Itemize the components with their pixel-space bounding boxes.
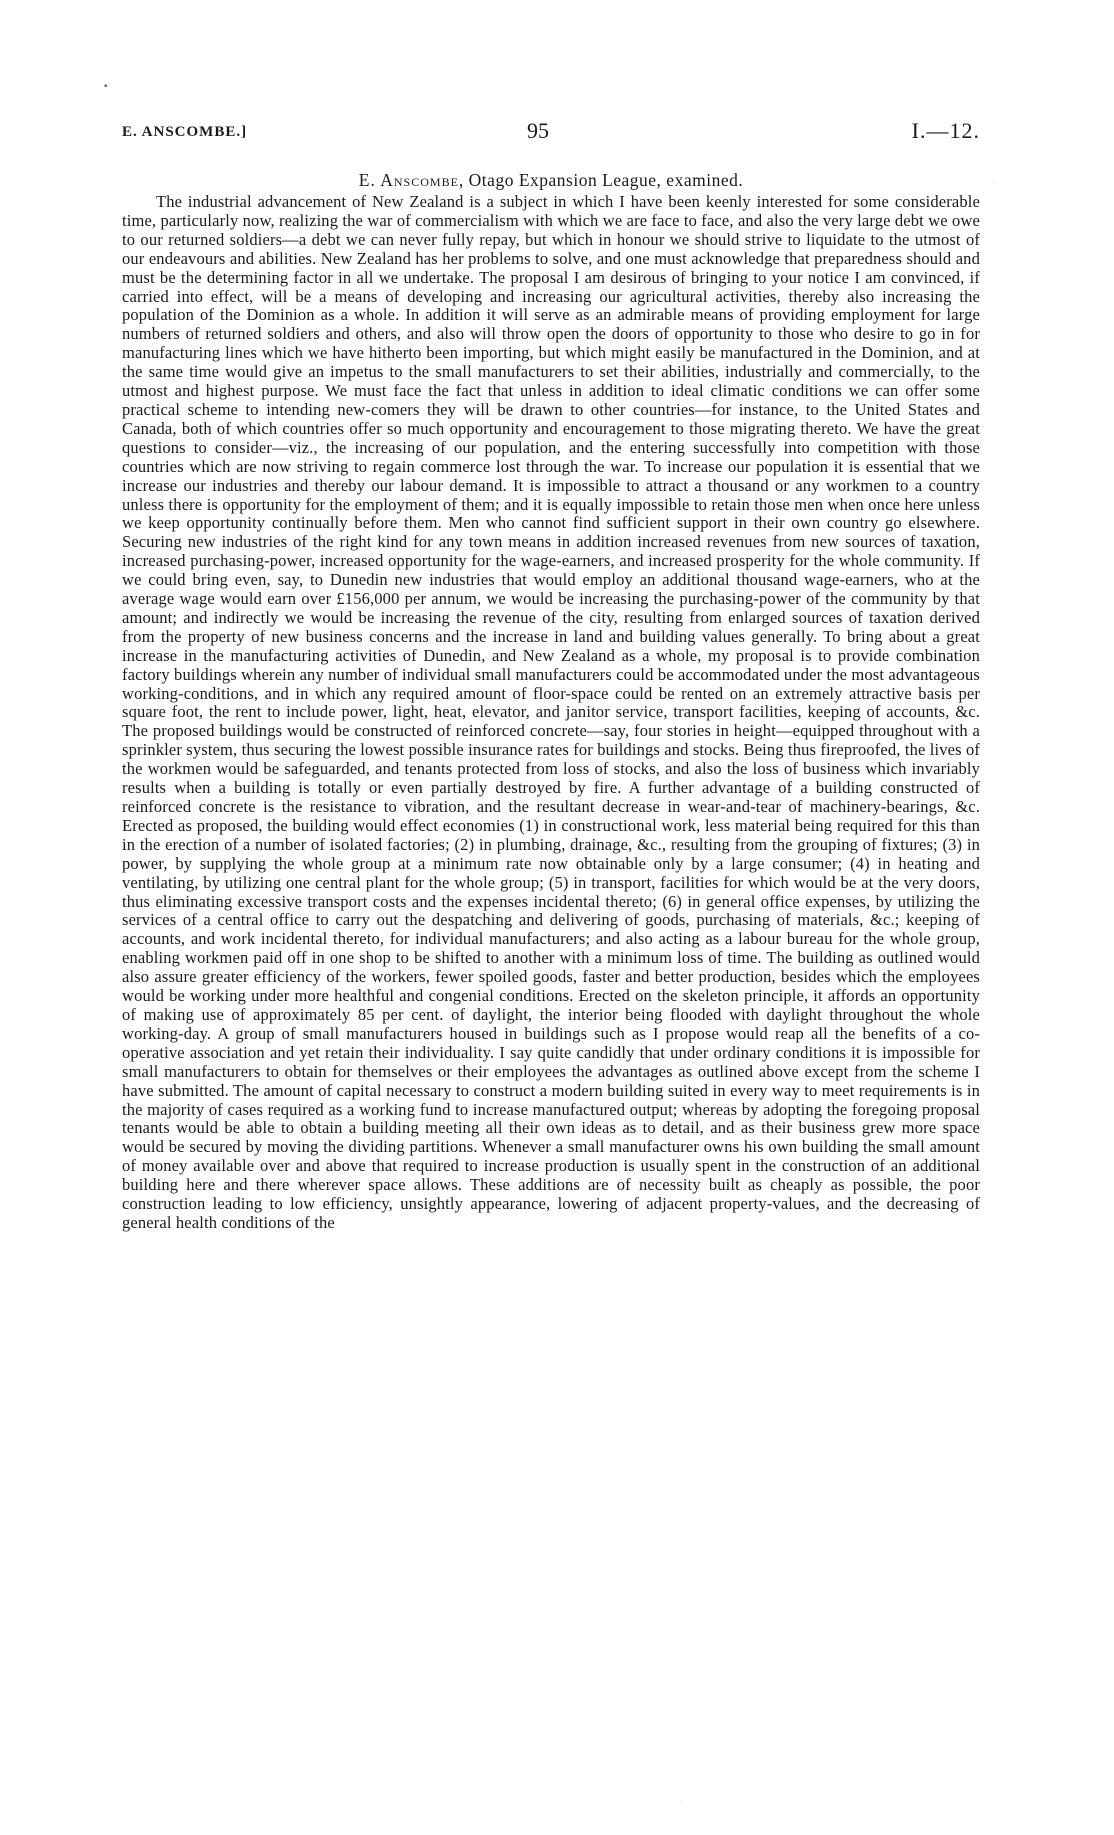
witness-running-head: E. ANSCOMBE.] — [122, 124, 248, 140]
paper-reference: I.—12. — [911, 118, 980, 143]
page-number: 95 — [527, 118, 549, 143]
testimony-paragraph: The industrial advancement of New Zealand is a subject in which I have been keenly interested for some considerable time, particularly now, realizing the war of commercialism with which we are face to face, and also the very large debt we owe to our returned soldiers—a debt we can never fully repay, but which in honour we should strive to liquidate to the utmost of our endeavours and abilities. New Zealand has her problems to solve, and one must acknowledge that preparedness should and must be the determining factor in all we undertake. The proposal I am desirous of bringing to your notice I am convinced, if carried into effect, will be a means of developing and increasing our agricultural activities, thereby also increasing the population of the Dominion as a whole. In addition it will serve as an admirable means of providing employment for large numbers of returned soldiers and others, and also will throw open the doors of opportunity to those who desire to go in for manufacturing lines which we have hitherto been importing, but which might easily be manufactured in the Dominion, and at the same time would give an impetus to the small manufacturers to set their abilities, industrially and commercially, to the utmost and highest purpose. We must face the fact that unless in addition to ideal climatic conditions we can offer some practical scheme to intending new-comers they will be drawn to other countries—for instance, to the United States and Canada, both of which countries offer so much opportunity and encouragement to those migrating thereto. We have the great questions to consider—viz., the increasing of our population, and the entering successfully into competition with those countries which are now striving to regain commerce lost through the war. To increase our population it is essential that we increase our industries and thereby our labour demand. It is impossible to attract a thousand or any workmen to a country unless there is opportunity for the employment of them; and it is equally impossible to retain those men when once here unless we keep opportunity continually before them. Men who cannot find sufficient support in their own country go elsewhere. Securing new industries of the right kind for any town means in addition increased revenues from new sources of taxation, increased purchasing-power, increased opportunity for the wage-earners, and increased prosperity for the whole community. If we could bring even, say, to Dunedin new industries that would employ an additional thousand wage-earners, who at the average wage would earn over £156,000 per annum, we would be increasing the purchasing-power of the community by that amount; and indirectly we would be increasing the revenue of the city, resulting from enlarged sources of taxation derived from the property of new business concerns and the increase in land and building values generally. To bring about a great increase in the manufacturing activities of Dunedin, and New Zealand as a whole, my proposal is to provide combination factory buildings wherein any number of individual small manufacturers could be accommodated under the most advantageous working-conditions, and in which any required amount of floor-space could be rented on an extremely attractive basis per square foot, the rent to include power, light, heat, elevator, and janitor service, transport facilities, keeping of accounts, &c. The proposed buildings would be constructed of reinforced concrete—say, four stories in height—equipped throughout with a sprinkler system, thus securing the lowest possible insurance rates for buildings and stocks. Being thus fireproofed, the lives of the workmen would be safeguarded, and tenants protected from loss of stocks, and also the loss of business which invariably results when a building is totally or even partially destroyed by fire. A further advantage of a building constructed of reinforced concrete is the resistance to vibration, and the resultant decrease in wear-and-tear of machinery-bearings, &c. Erected as proposed, the building would effect economies (1) in constructional work, less material being required for this than in the erection of a number of isolated factories; (2) in plumbing, drainage, &c., resulting from the grouping of fixtures; (3) in power, by supplying the whole group at a minimum rate now obtainable only by a large consumer; (4) in heating and ventilating, by utilizing one central plant for the whole group; (5) in transport, facilities for which would be at the very doors, thus eliminating excessive transport costs and the expenses incidental thereto; (6) in general office expenses, by utilizing the services of a central office to carry out the despatching and delivering of goods, purchasing of materials, &c.; keeping of accounts, and work incidental thereto, for individual manufacturers; and also acting as a labour bureau for the whole group, enabling workmen paid off in one shop to be shifted to another with a minimum loss of time. The building as outlined would also assure greater efficiency of the workers, fewer spoiled goods, faster and better production, besides which the employees would be working under more healthful and congenial conditions. Erected on the skeleton principle, it affords an opportunity of making use of approximately 85 per cent. of daylight, the interior being flooded with daylight throughout the whole working-day. A group of small manufacturers housed in buildings such as I propose would reap all the benefits of a co-operative association and yet retain their individuality. I say quite candidly that under ordinary conditions it is impossible for small manufacturers to obtain for themselves or their employees the advantages as outlined above except from the scheme I have submitted. The amount of capital necessary to construct a modern building suited in every way to meet requirements is in the majority of cases required as a working fund to increase manufactured output; whereas by adopting the foregoing proposal tenants would be able to obtain a building meeting all their own ideas as to detail, and as their business grew more space would be secured by moving the dividing partitions. Whenever a small manufacturer owns his own building the small amount of money available over and above that required to increase production is usually spent in the construction of an additional building here and there wherever space allows. These additions are of necessity built as cheaply as possible, the poor construction leading to low efficiency, unsightly appearance, lowering of adjacent property-values, and the decreasing of general health conditions of the — [122, 192, 980, 1232]
page-header — [122, 118, 980, 148]
scan-speck: • — [103, 82, 109, 92]
section-heading — [122, 170, 980, 191]
heading-rest: , Otago Expansion League, examined. — [458, 170, 744, 190]
scan-speck: · — [993, 181, 995, 187]
witness-name: E. Anscombe — [358, 170, 459, 190]
scan-speck: · — [680, 1800, 682, 1807]
